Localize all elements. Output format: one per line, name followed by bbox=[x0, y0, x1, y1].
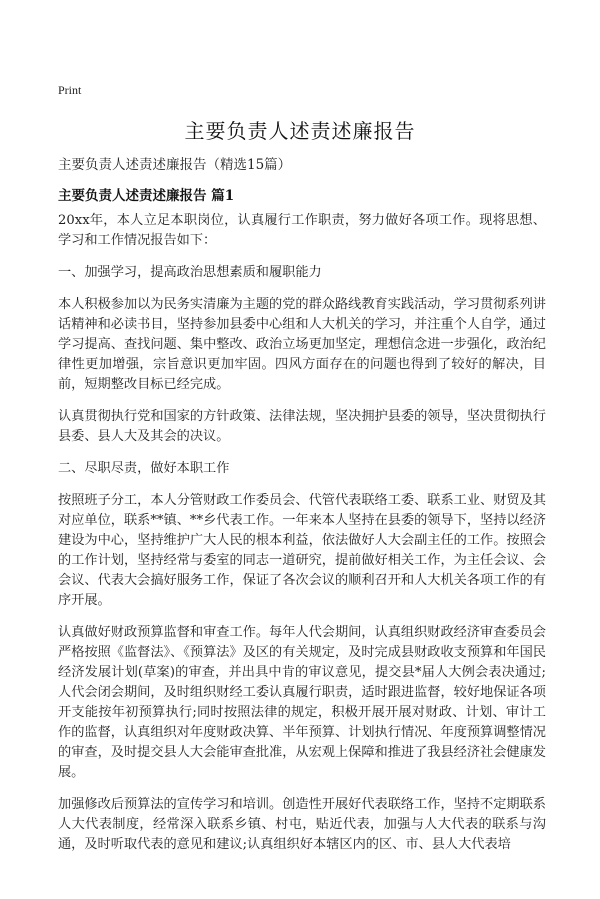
document-body bbox=[58, 211, 546, 867]
section-heading: 主要负责人述责述廉报告 篇1 bbox=[58, 188, 235, 204]
paragraph-study: 本人积极参加以为民务实清廉为主题的党的群众路线教育实践活动，学习贯彻系列讲话精神和必读书目，坚持参加县委中心组和人大机关的学习，并注重个人自学，通过学习提高、查找问题、集中整改、政治立场更加坚定，理想信念进一步强化，政治纪律性更加增强，宗旨意识更加牢固。四风方面存在的问题也得到了较好的解决，目前，短期整改目标已经完成。 bbox=[58, 297, 546, 392]
paragraph-heading-1: 一、加强学习，提高政治思想素质和履职能力 bbox=[58, 265, 322, 280]
document-title: 主要负责人述责述廉报告 bbox=[184, 119, 416, 143]
paragraph-budget: 认真做好财政预算监督和审查工作。每年人代会期间，认真组织财政经济审查委员会严格按照《监督法》、《预算法》及区的有关规定，及时完成县财政收支预算和年国民经济发展计划(草案)的审查，并出具中肯的审议意见，提交县*届人大例会表决通过;人代会闭会期间，及时组织财经工委认真履行职责，适时跟进监督，较好地保证各项开支能按年初预算执行;同时按照法律的规定，积极开展开展对财政、计划、审计工作的监督，认真组织对年度财政决算、半年预算、计划执行情况、年度预算调整情况的审查，及时提交县人大会能审查批准，从宏观上保障和推进了我县经济社会健康发展。 bbox=[58, 625, 546, 780]
paragraph-duties: 按照班子分工，本人分管财政工作委员会、代管代表联络工委、联系工业、财贸及其对应单位，联系**镇、**乡代表工作。一年来本人坚持在县委的领导下，坚持以经济建设为中心，坚持维护广大人民的根本利益，依法做好人大会副主任的工作。按照会的工作计划，坚持经常与委室的同志一道研究，提前做好相关工作，为主任会议、会会议、代表大会搞好服务工作，保证了各次会议的顺利召开和人大机关各项工作的有序开展。 bbox=[58, 493, 546, 608]
print-label: Print bbox=[58, 83, 82, 97]
paragraph-training: 加强修改后预算法的宣传学习和培训。创造性开展好代表联络工作，坚持不定期联系人大代表制度，经常深入联系乡镇、村屯，贴近代表，加强与人大代表的联系与沟通，及时听取代表的意见和建议;认真组织好本辖区内的区、市、县人大代表培 bbox=[58, 797, 546, 852]
document-subtitle: 主要负责人述责述廉报告（精选15篇） bbox=[58, 157, 292, 173]
paragraph-heading-2: 二、尽职尽责，做好本职工作 bbox=[58, 461, 230, 476]
paragraph-intro: 20xx年，本人立足本职岗位，认真履行工作职责，努力做好各项工作。现将思想、学习和工作情况报告如下： bbox=[58, 213, 546, 248]
paragraph-policy: 认真贯彻执行党和国家的方针政策、法律法规，坚决拥护县委的领导，坚决贯彻执行县委、县人大及其会的决议。 bbox=[58, 409, 546, 444]
